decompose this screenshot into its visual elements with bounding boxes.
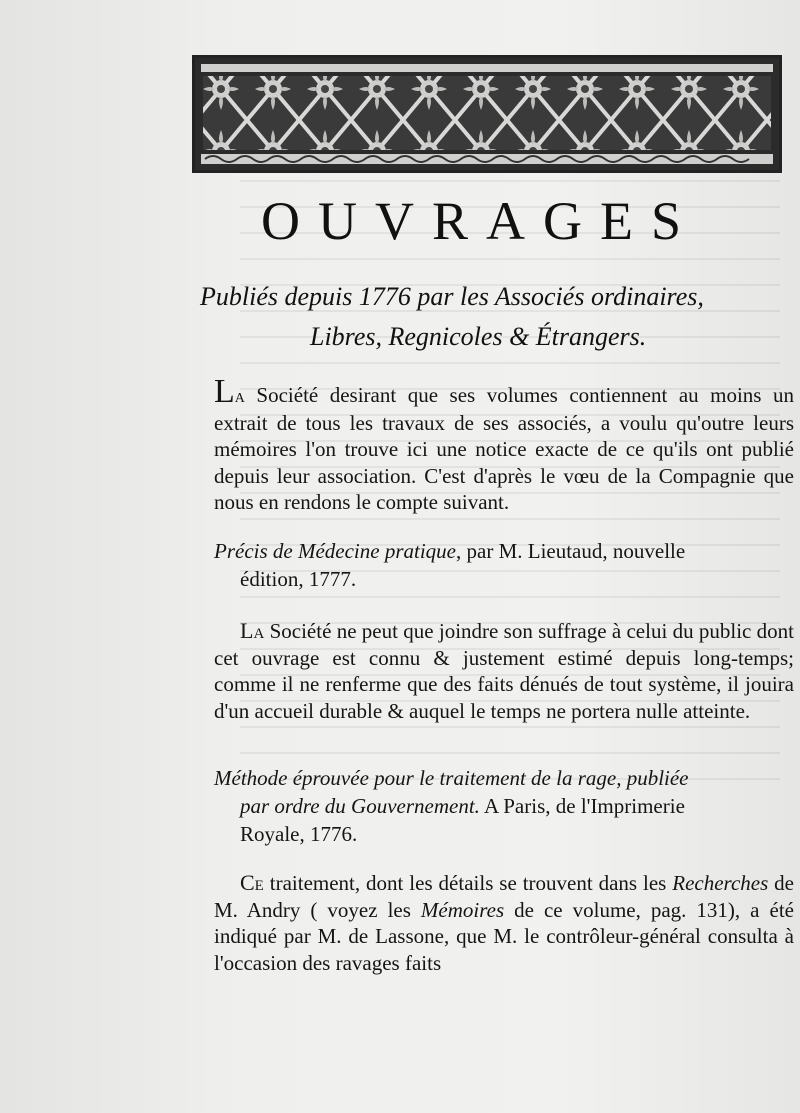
entry-methode-place: A Paris, de l'Imprimerie — [479, 794, 685, 818]
methode-review — [214, 870, 794, 976]
entry-precis — [214, 537, 794, 593]
precis-review-text: Société ne peut que joindre son suffrage à celui du public dont cet ouvrage est connu & justement estimé depuis long-temps; comme il ne renferme que des faits dénués de tout système, il jouira d'un accueil durable & auquel le temps ne portera nulle atteinte. — [214, 619, 794, 723]
entry-precis-author: , par M. Lieutaud, nouvelle — [456, 539, 686, 563]
entry-precis-title: Précis de Médecine pratique — [214, 539, 456, 563]
entry-precis-edition: édition, 1777. — [240, 567, 357, 591]
intro-text: Société desirant que ses volumes contiennent au moins un extrait de tous les travaux de ses associés, a voulu qu'outre leurs mémoires l'on trouve ici une notice exacte de ce qu'ils ont publié depuis leur association. C'est d'après le vœu de la Compagnie que nous en rendons le compte suivant. — [214, 383, 794, 514]
subtitle — [200, 277, 780, 357]
precis-review — [214, 618, 794, 724]
page-title: OUVRAGES — [260, 191, 700, 251]
methode-review-smallcaps: Ce — [240, 870, 264, 895]
methode-review-memoires: Mémoires — [420, 897, 505, 922]
methode-review-recherches: Recherches — [672, 871, 769, 895]
ornamental-banner — [192, 55, 782, 173]
entry-methode-title: Méthode éprouvée pour le traitement de la rage, publiée — [214, 766, 689, 790]
subtitle-line-2: Libres, Regnicoles & Étrangers. — [310, 322, 647, 351]
subtitle-line-1: Publiés depuis 1776 par les Associés ordinaires, — [200, 282, 704, 311]
entry-methode-date: Royale, 1776. — [240, 822, 358, 846]
drop-cap: L — [214, 373, 235, 410]
methode-review-text-1: traitement, dont les détails se trouvent dans les — [263, 871, 673, 895]
ornament-pattern-icon — [195, 58, 779, 170]
entry-methode-order: par ordre du Gouvernement. — [240, 794, 480, 818]
intro-paragraph — [214, 373, 794, 516]
intro-smallcaps: a — [234, 385, 245, 407]
entry-methode — [214, 764, 794, 848]
methode-review-text-2: de M. Andry ( voyez les — [214, 871, 795, 922]
methode-review-text-3: de ce volume, pag. 131), a été indiqué par M. de Lassone, que M. le contrôleur-général consulta à l'occasion des ravages faits — [214, 897, 794, 975]
entry-methode-publisher — [214, 792, 794, 820]
precis-review-smallcaps: La — [240, 618, 265, 643]
